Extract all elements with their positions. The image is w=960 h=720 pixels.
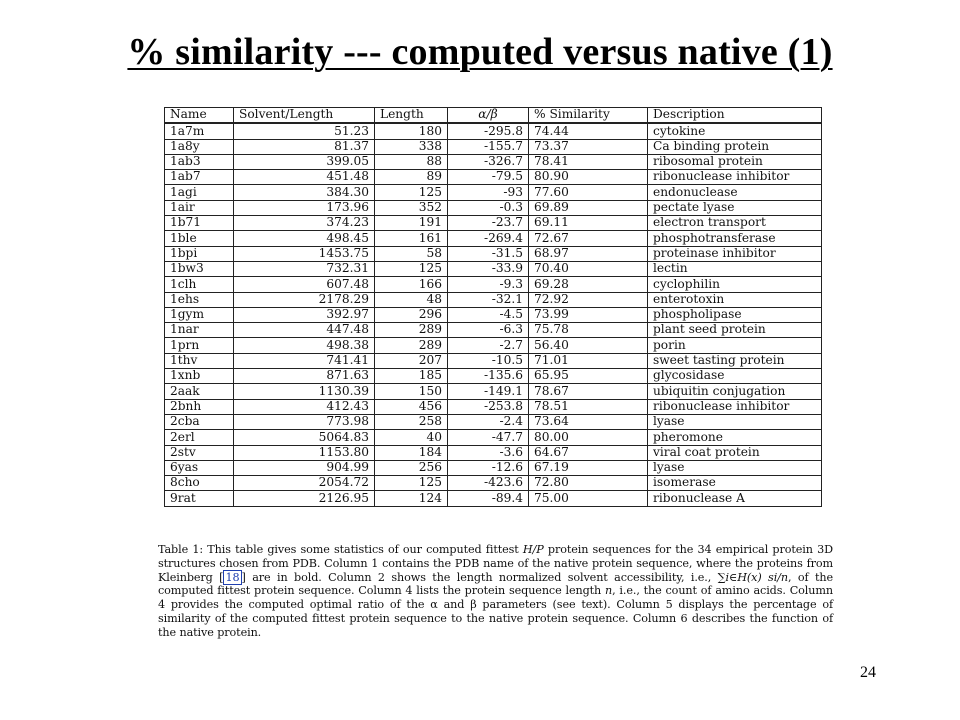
cell-description: proteinase inhibitor <box>648 246 822 261</box>
data-table-container <box>164 107 822 507</box>
cell-alpha-beta: -326.7 <box>448 154 529 169</box>
cell-name: 1agi <box>165 185 234 200</box>
cell-description: viral coat protein <box>648 445 822 460</box>
table-row <box>165 399 822 414</box>
cell-solvent-length: 447.48 <box>234 323 375 338</box>
cell-alpha-beta: -295.8 <box>448 123 529 139</box>
cell-solvent-length: 399.05 <box>234 154 375 169</box>
table-row <box>165 430 822 445</box>
table-row <box>165 369 822 384</box>
cell-name: 1ab3 <box>165 154 234 169</box>
cell-solvent-length: 773.98 <box>234 414 375 429</box>
cell-name: 1ab7 <box>165 170 234 185</box>
cell-solvent-length: 412.43 <box>234 399 375 414</box>
header-length: Length <box>375 108 448 124</box>
cell-alpha-beta: -79.5 <box>448 170 529 185</box>
caption-n: n <box>605 584 613 598</box>
cell-similarity: 77.60 <box>529 185 648 200</box>
cell-alpha-beta: -4.5 <box>448 307 529 322</box>
caption-text-1: Table 1: This table gives some statistics of our computed fittest <box>158 543 523 556</box>
table-row <box>165 154 822 169</box>
cell-length: 48 <box>375 292 448 307</box>
cell-description: ribosomal protein <box>648 154 822 169</box>
cell-description: lectin <box>648 261 822 276</box>
cell-similarity: 69.89 <box>529 200 648 215</box>
cell-solvent-length: 741.41 <box>234 353 375 368</box>
cell-length: 125 <box>375 476 448 491</box>
cell-similarity: 69.11 <box>529 216 648 231</box>
caption-formula: ∑i∈H(x) si/n <box>717 570 788 584</box>
table-header-row <box>165 108 822 124</box>
cell-name: 6yas <box>165 460 234 475</box>
table-row <box>165 261 822 276</box>
cell-length: 58 <box>375 246 448 261</box>
table-row <box>165 307 822 322</box>
table-row <box>165 292 822 307</box>
table-row <box>165 231 822 246</box>
cell-length: 40 <box>375 430 448 445</box>
cell-solvent-length: 384.30 <box>234 185 375 200</box>
cell-name: 2cba <box>165 414 234 429</box>
cell-description: porin <box>648 338 822 353</box>
header-description: Description <box>648 108 822 124</box>
cell-length: 89 <box>375 170 448 185</box>
cell-alpha-beta: -9.3 <box>448 277 529 292</box>
cell-alpha-beta: -423.6 <box>448 476 529 491</box>
cell-length: 256 <box>375 460 448 475</box>
cell-description: ubiquitin conjugation <box>648 384 822 399</box>
table-row <box>165 170 822 185</box>
cell-length: 125 <box>375 261 448 276</box>
table-row <box>165 384 822 399</box>
table-row <box>165 139 822 154</box>
cell-length: 207 <box>375 353 448 368</box>
cell-name: 1b71 <box>165 216 234 231</box>
cell-alpha-beta: -31.5 <box>448 246 529 261</box>
table-row <box>165 277 822 292</box>
cell-alpha-beta: -93 <box>448 185 529 200</box>
cell-similarity: 75.78 <box>529 323 648 338</box>
table-row <box>165 323 822 338</box>
cell-name: 1clh <box>165 277 234 292</box>
cell-length: 161 <box>375 231 448 246</box>
cell-description: endonuclease <box>648 185 822 200</box>
cell-solvent-length: 498.45 <box>234 231 375 246</box>
cell-similarity: 74.44 <box>529 123 648 139</box>
cell-solvent-length: 607.48 <box>234 277 375 292</box>
cell-name: 1a8y <box>165 139 234 154</box>
cell-solvent-length: 871.63 <box>234 369 375 384</box>
cell-length: 338 <box>375 139 448 154</box>
cell-similarity: 78.67 <box>529 384 648 399</box>
table-row <box>165 476 822 491</box>
cell-name: 1thv <box>165 353 234 368</box>
cell-name: 2aak <box>165 384 234 399</box>
cell-name: 1air <box>165 200 234 215</box>
cell-length: 191 <box>375 216 448 231</box>
cell-solvent-length: 173.96 <box>234 200 375 215</box>
table-row <box>165 445 822 460</box>
cell-alpha-beta: -0.3 <box>448 200 529 215</box>
cell-description: glycosidase <box>648 369 822 384</box>
cell-similarity: 65.95 <box>529 369 648 384</box>
cell-length: 289 <box>375 338 448 353</box>
header-similarity: % Similarity <box>529 108 648 124</box>
cell-length: 150 <box>375 384 448 399</box>
cell-solvent-length: 2126.95 <box>234 491 375 506</box>
cell-description: enterotoxin <box>648 292 822 307</box>
cell-solvent-length: 374.23 <box>234 216 375 231</box>
cell-length: 180 <box>375 123 448 139</box>
cell-alpha-beta: -33.9 <box>448 261 529 276</box>
cell-alpha-beta: -135.6 <box>448 369 529 384</box>
table-row <box>165 460 822 475</box>
cell-length: 185 <box>375 369 448 384</box>
cell-alpha-beta: -32.1 <box>448 292 529 307</box>
cell-description: phospholipase <box>648 307 822 322</box>
header-alpha-beta: α/β <box>448 108 529 124</box>
cell-length: 88 <box>375 154 448 169</box>
cell-description: electron transport <box>648 216 822 231</box>
cell-similarity: 75.00 <box>529 491 648 506</box>
cell-name: 1bpi <box>165 246 234 261</box>
cell-alpha-beta: -2.7 <box>448 338 529 353</box>
cell-similarity: 67.19 <box>529 460 648 475</box>
table-row <box>165 200 822 215</box>
cell-name: 1bw3 <box>165 261 234 276</box>
table-row <box>165 338 822 353</box>
cell-name: 2bnh <box>165 399 234 414</box>
cell-name: 1gym <box>165 307 234 322</box>
cell-solvent-length: 904.99 <box>234 460 375 475</box>
table-row <box>165 491 822 506</box>
cell-solvent-length: 1453.75 <box>234 246 375 261</box>
cell-similarity: 80.00 <box>529 430 648 445</box>
data-table <box>164 107 822 507</box>
cell-alpha-beta: -47.7 <box>448 430 529 445</box>
cell-length: 124 <box>375 491 448 506</box>
cell-description: ribonuclease inhibitor <box>648 399 822 414</box>
table-body <box>165 123 822 506</box>
cell-similarity: 69.28 <box>529 277 648 292</box>
cell-similarity: 72.92 <box>529 292 648 307</box>
cell-alpha-beta: -253.8 <box>448 399 529 414</box>
caption-text-4: , of the computed fittest protein sequence. Column 4 lists the protein sequence length <box>158 570 833 598</box>
cell-length: 166 <box>375 277 448 292</box>
cell-similarity: 70.40 <box>529 261 648 276</box>
cell-description: ribonuclease inhibitor <box>648 170 822 185</box>
table-row <box>165 246 822 261</box>
caption-reference-link[interactable]: 18 <box>225 570 240 584</box>
cell-description: cyclophilin <box>648 277 822 292</box>
cell-solvent-length: 732.31 <box>234 261 375 276</box>
cell-similarity: 71.01 <box>529 353 648 368</box>
cell-similarity: 73.37 <box>529 139 648 154</box>
cell-similarity: 73.99 <box>529 307 648 322</box>
cell-length: 352 <box>375 200 448 215</box>
cell-similarity: 78.51 <box>529 399 648 414</box>
cell-similarity: 78.41 <box>529 154 648 169</box>
cell-similarity: 72.80 <box>529 476 648 491</box>
cell-similarity: 80.90 <box>529 170 648 185</box>
cell-alpha-beta: -149.1 <box>448 384 529 399</box>
cell-description: pheromone <box>648 430 822 445</box>
table-row <box>165 414 822 429</box>
cell-name: 1xnb <box>165 369 234 384</box>
cell-similarity: 56.40 <box>529 338 648 353</box>
cell-description: pectate lyase <box>648 200 822 215</box>
cell-alpha-beta: -6.3 <box>448 323 529 338</box>
cell-similarity: 64.67 <box>529 445 648 460</box>
table-row <box>165 353 822 368</box>
cell-name: 1prn <box>165 338 234 353</box>
header-solvent-length: Solvent/Length <box>234 108 375 124</box>
caption-text-3: ] are in bold. Column 2 shows the length normalized solvent accessibility, i.e., <box>241 570 718 584</box>
cell-description: lyase <box>648 414 822 429</box>
table-row <box>165 185 822 200</box>
cell-solvent-length: 1153.80 <box>234 445 375 460</box>
cell-name: 2erl <box>165 430 234 445</box>
cell-alpha-beta: -155.7 <box>448 139 529 154</box>
cell-name: 9rat <box>165 491 234 506</box>
cell-name: 1a7m <box>165 123 234 139</box>
cell-solvent-length: 451.48 <box>234 170 375 185</box>
cell-description: cytokine <box>648 123 822 139</box>
cell-alpha-beta: -269.4 <box>448 231 529 246</box>
cell-solvent-length: 1130.39 <box>234 384 375 399</box>
cell-description: sweet tasting protein <box>648 353 822 368</box>
cell-length: 125 <box>375 185 448 200</box>
cell-alpha-beta: -12.6 <box>448 460 529 475</box>
cell-name: 2stv <box>165 445 234 460</box>
cell-alpha-beta: -2.4 <box>448 414 529 429</box>
cell-similarity: 72.67 <box>529 231 648 246</box>
cell-name: 1ble <box>165 231 234 246</box>
table-row <box>165 123 822 139</box>
cell-alpha-beta: -89.4 <box>448 491 529 506</box>
cell-solvent-length: 2178.29 <box>234 292 375 307</box>
caption-hp: H/P <box>522 543 544 556</box>
caption-text-2: protein sequences for the 34 empirical protein 3D structures chosen from PDB. Column 1 contains the PDB name of the native protein sequence, where the proteins from Kleinberg [ <box>158 543 833 584</box>
cell-alpha-beta: -23.7 <box>448 216 529 231</box>
cell-solvent-length: 2054.72 <box>234 476 375 491</box>
cell-description: lyase <box>648 460 822 475</box>
cell-description: phosphotransferase <box>648 231 822 246</box>
cell-similarity: 68.97 <box>529 246 648 261</box>
cell-name: 1nar <box>165 323 234 338</box>
cell-solvent-length: 5064.83 <box>234 430 375 445</box>
cell-length: 296 <box>375 307 448 322</box>
cell-solvent-length: 392.97 <box>234 307 375 322</box>
cell-alpha-beta: -3.6 <box>448 445 529 460</box>
cell-similarity: 73.64 <box>529 414 648 429</box>
page-number: 24 <box>860 664 876 681</box>
cell-solvent-length: 81.37 <box>234 139 375 154</box>
header-name: Name <box>165 108 234 124</box>
cell-length: 258 <box>375 414 448 429</box>
cell-description: plant seed protein <box>648 323 822 338</box>
cell-description: Ca binding protein <box>648 139 822 154</box>
table-caption <box>158 543 833 640</box>
cell-length: 289 <box>375 323 448 338</box>
cell-alpha-beta: -10.5 <box>448 353 529 368</box>
cell-length: 456 <box>375 399 448 414</box>
table-row <box>165 216 822 231</box>
cell-description: ribonuclease A <box>648 491 822 506</box>
caption-text-5: , i.e., the count of amino acids. Column 4 provides the computed optimal ratio of the α and β parameters (see text). Column 5 displays the percentage of similarity of the computed fittest protein sequence to the native protein sequence. Column 6 describes the function of the native protein. <box>158 584 833 639</box>
cell-solvent-length: 51.23 <box>234 123 375 139</box>
cell-name: 1ehs <box>165 292 234 307</box>
cell-length: 184 <box>375 445 448 460</box>
cell-description: isomerase <box>648 476 822 491</box>
cell-solvent-length: 498.38 <box>234 338 375 353</box>
slide-title: % similarity --- computed versus native (1) <box>127 31 833 73</box>
cell-name: 8cho <box>165 476 234 491</box>
